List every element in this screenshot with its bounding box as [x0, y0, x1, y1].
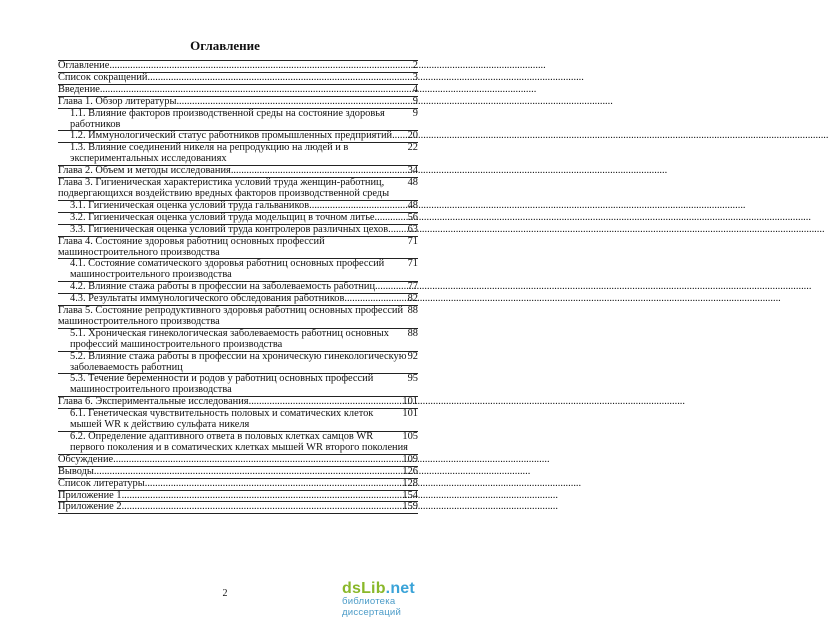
toc-entry[interactable] — [58, 84, 418, 96]
entry-page: 82 — [407, 293, 418, 305]
entry-text: Приложение 2 — [58, 501, 122, 513]
entry-text: 6.2. Определение адаптивного ответа в половых клетках самцов WR первого поколения и в соматических клетках мышей WR второго поколения — [70, 431, 408, 453]
entry-text: Обсуждение — [58, 453, 114, 465]
watermark-logo-part1: dsLib — [342, 580, 386, 597]
entry-text: 6.1. Генетическая чувствительность половых и соматических клеток мышей WR к действию сульфата никеля — [70, 408, 374, 431]
entry-page: 88 — [407, 327, 418, 339]
entry-page: 105 — [402, 431, 418, 442]
entry-page: 92 — [407, 350, 418, 362]
entry-text: Приложение 1 — [58, 489, 122, 501]
toc-entry[interactable] — [58, 478, 418, 490]
toc-entry[interactable] — [58, 258, 418, 281]
toc-entry[interactable] — [58, 490, 418, 502]
toc-entry[interactable] — [58, 305, 418, 328]
entry-page: 126 — [402, 465, 418, 477]
entry-page: 20 — [407, 130, 418, 142]
entry-page: 95 — [407, 373, 418, 385]
watermark-logo-part2: .net — [385, 580, 415, 597]
entry-text: 1.2. Иммунологический статус работников промышленных предприятий — [70, 130, 393, 142]
toc-entry[interactable] — [58, 130, 418, 142]
entry-page: 71 — [407, 258, 418, 270]
entry-page: 154 — [402, 489, 418, 501]
entry-page: 128 — [402, 477, 418, 489]
toc-entry[interactable] — [58, 177, 418, 200]
entry-page: 34 — [407, 165, 418, 177]
toc-entry[interactable] — [58, 501, 418, 514]
entry-text: 5.1. Хроническая гинекологическая заболеваемость работниц основных профессий машиностроительного производства — [70, 327, 389, 350]
toc-entry[interactable] — [58, 351, 418, 374]
entry-text: 3.3. Гигиеническая оценка условий труда контролеров различных цехов — [70, 223, 389, 235]
entry-text: Оглавление — [58, 60, 110, 71]
entry-page: 48 — [407, 177, 418, 189]
entry-page: 48 — [407, 199, 418, 211]
entry-text: Выводы — [58, 465, 94, 477]
entry-text: Введение — [58, 83, 100, 95]
entry-page: 9 — [412, 107, 418, 119]
entry-text: 1.3. Влияние соединений никеля на репродукцию на людей и в экспериментальных исследованиях — [70, 142, 349, 165]
entry-text: 5.3. Течение беременности и родов у работниц основных профессий машиностроительного производства — [70, 373, 374, 396]
entry-text: Глава 6. Экспериментальные исследования — [58, 396, 249, 408]
toc-entry[interactable] — [58, 293, 418, 305]
entry-text: 3.1. Гигиеническая оценка условий труда гальваников — [70, 199, 310, 211]
toc-entry[interactable] — [58, 328, 418, 351]
toc-entry[interactable] — [58, 454, 418, 466]
entry-page: 9 — [412, 95, 418, 107]
entry-page: 2 — [412, 60, 418, 71]
entry-page: 56 — [407, 211, 418, 223]
toc-entry[interactable] — [58, 431, 418, 454]
toc-entry[interactable] — [58, 200, 418, 212]
entry-page: 4 — [412, 83, 418, 95]
toc-entry[interactable] — [58, 236, 418, 259]
toc-title: Оглавление — [190, 38, 260, 53]
entry-text: 4.1. Состояние соматического здоровья работниц основных профессий машиностроительного производства — [70, 258, 385, 281]
entry-text: Глава 4. Состояние здоровья работниц основных профессий машиностроительного производства — [58, 235, 325, 258]
page-number: 2 — [222, 588, 228, 599]
entry-page: 159 — [402, 501, 418, 513]
entry-text: Глава 3. Гигиеническая характеристика условий труда женщин-работниц, подвергающихся воздействию вредных факторов производственной среды — [58, 177, 390, 199]
toc-entry[interactable] — [58, 466, 418, 478]
watermark-logo — [342, 580, 450, 618]
toc-entry[interactable] — [58, 96, 418, 108]
entry-page: 101 — [402, 396, 418, 408]
watermark-subtitle: библиотека диссертаций — [342, 596, 402, 618]
entry-text: 5.2. Влияние стажа работы в профессии на хроническую гинекологическую заболеваемость работниц — [70, 350, 407, 373]
entry-page: 63 — [407, 223, 418, 235]
toc-entry[interactable] — [58, 108, 418, 131]
toc-entry[interactable] — [58, 72, 418, 84]
table-of-contents — [58, 60, 418, 514]
entry-page: 3 — [412, 71, 418, 83]
entry-page: 109 — [402, 453, 418, 465]
toc-entry[interactable] — [58, 396, 418, 408]
toc-entry[interactable] — [58, 224, 418, 236]
entry-page: 22 — [407, 142, 418, 154]
entry-page: 77 — [407, 281, 418, 293]
entry-text: Список литературы — [58, 477, 145, 489]
entry-page: 88 — [407, 305, 418, 317]
toc-entry[interactable] — [58, 281, 418, 293]
entry-text: Глава 2. Объем и методы исследования — [58, 165, 231, 177]
toc-entry[interactable] — [58, 373, 418, 396]
toc-entry[interactable] — [58, 212, 418, 224]
entry-text: 4.2. Влияние стажа работы в профессии на заболеваемость работниц — [70, 281, 376, 293]
entry-page: 101 — [402, 408, 418, 420]
toc-entry[interactable] — [58, 142, 418, 165]
entry-text: 1.1. Влияние факторов производственной среды на состояние здоровья работников — [70, 107, 385, 130]
entry-text: 3.2. Гигиеническая оценка условий труда модельщиц в точном литье — [70, 211, 375, 223]
toc-entry[interactable] — [58, 165, 418, 177]
entry-page: 71 — [407, 235, 418, 247]
entry-text: Глава 1. Обзор литературы — [58, 95, 177, 107]
entry-text: Список сокращений — [58, 71, 148, 83]
entry-text: Глава 5. Состояние репродуктивного здоровья работниц основных профессий машиностроительного производства — [58, 305, 404, 327]
toc-entry[interactable] — [58, 408, 418, 431]
entry-text: 4.3. Результаты иммунологического обследования работников — [70, 293, 345, 305]
toc-entry[interactable] — [58, 60, 418, 72]
